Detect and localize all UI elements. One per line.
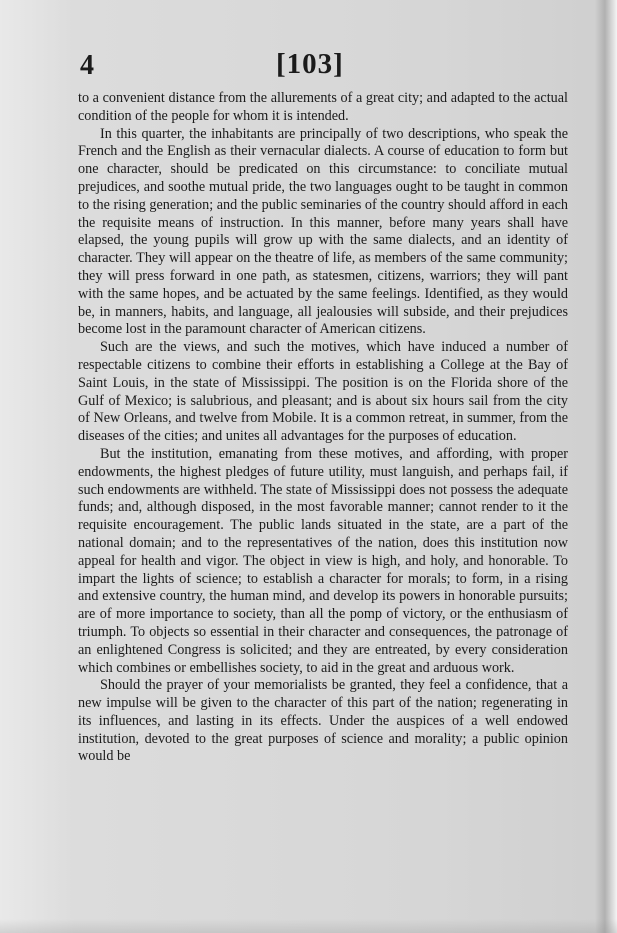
page-header xyxy=(78,48,568,90)
bracketed-folio: [103] xyxy=(276,48,344,80)
paragraph-5-prayer: Should the prayer of your memorialists be granted, they feel a confidence, that a new impulse will be given to the character of this part of the nation; regenerating in its influences, and lasting in its effects. Under the auspices of a well endowed institution, devoted to the great purposes of science and morality; a public opinion would be xyxy=(78,677,568,765)
page-number: 4 xyxy=(80,50,95,81)
paragraph-4-institution: But the institution, emanating from these motives, and affording, with proper endowments, the highest pledges of future utility, must languish, and perhaps fail, if such endowments are withheld. The state of Mississippi does not possess the adequate funds; and, although disposed, in the most favorable manner; cannot render to it the requisite encouragement. The public lands situated in the state, are a part of the national domain; and to the representatives of the nation, does this institution now appeal for health and vigor. The object in view is high, and holy, and honorable. To impart the lights of science; to establish a character for morals; to form, in a rising and extensive country, the human mind, and develop its powers in honorable pursuits; are of more importance to society, than all the pomp of victory, or the enthusiasm of triumph. To objects so essential in their character and consequences, the patronage of an enlightened Congress is solicited; and they are entreated, by every consideration which combines or embellishes society, to aid in the great and arduous work. xyxy=(78,445,568,676)
paragraph-1-continuation: to a convenient distance from the allurements of a great city; and adapted to the actual condition of the people for whom it is intended. xyxy=(78,90,568,124)
document-page xyxy=(78,48,568,908)
paragraph-3-college: Such are the views, and such the motives, which have induced a number of respectable citizens to combine their efforts in establishing a College at the Bay of Saint Louis, in the state of Mississippi. The position is on the Florida shore of the Gulf of Mexico; is salubrious, and pleasant; and is about six hours sail from the city of New Orleans, and twelve from Mobile. It is a common retreat, in summer, from the diseases of the cities; and unites all advantages for the purposes of education. xyxy=(78,339,568,445)
page-bottom-shadow xyxy=(0,919,617,933)
paragraph-2-inhabitants: In this quarter, the inhabitants are principally of two descriptions, who speak the French and the English as their vernacular dialects. A course of education to form but one character, should be predicated on this circumstance: to conciliate mutual prejudices, and soothe mutual pride, the two languages ought to be taught in common to the rising generation; and the public seminaries of the country should afford in each the requisite means of instruction. In this manner, before many years shall have elapsed, the young pupils will grow up with the same dialects, and an identity of character. They will appear on the theatre of life, as members of the same community; they will press forward in one path, as statesmen, citizens, warriors; they will pant with the same hopes, and be actuated by the same feelings. Identified, as they would be, in manners, habits, and language, all jealousies will subside, and their prejudices become lost in the paramount character of American citizens. xyxy=(78,125,568,338)
body-text xyxy=(78,90,568,766)
page-edge-shadow xyxy=(595,0,617,933)
